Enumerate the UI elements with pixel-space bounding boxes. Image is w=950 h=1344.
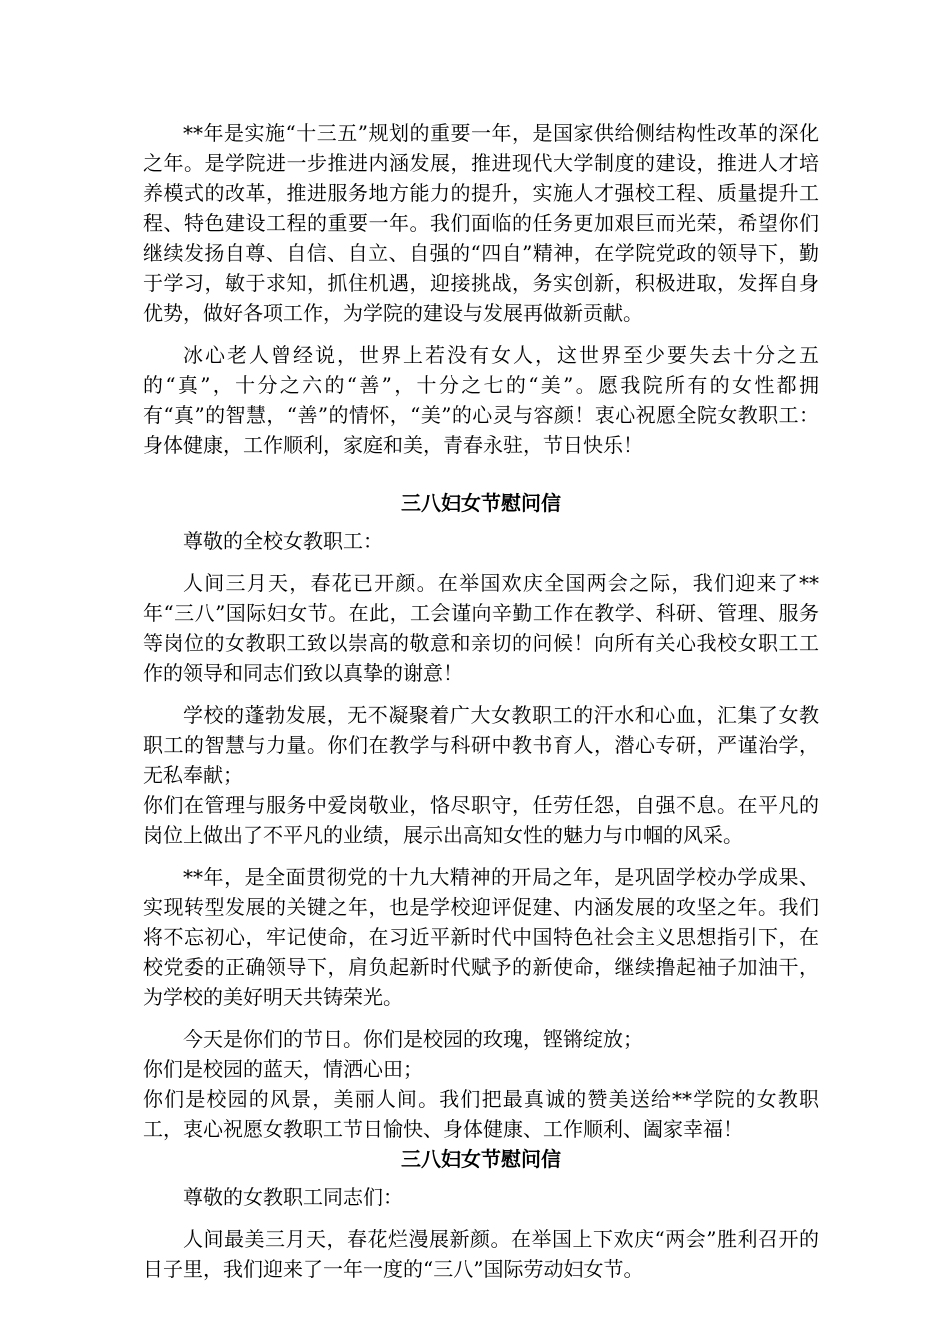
paragraph: 人间最美三月天，春花烂漫展新颜。在举国上下欢庆“两会”胜利召开的日子里，我们迎来了一年一度的“三八”国际劳动妇女节。 (143, 1227, 819, 1281)
section-title: 三八妇女节慰问信 (401, 491, 561, 515)
paragraph: **年，是全面贯彻党的十九大精神的开局之年，是巩固学校办学成果、实现转型发展的关键之年，也是学校迎评促建、内涵发展的攻坚之年。我们将不忘初心，牢记使命，在习近平新时代中国特色社会主义思想指引下，在校党委的正确领导下，肩负起新时代赋予的新使命，继续撸起袖子加油干，为学校的美好明天共铸荣光。 (143, 865, 819, 1009)
salutation: 尊敬的女教职工同志们： (183, 1185, 403, 1209)
paragraph: 学校的蓬勃发展，无不凝聚着广大女教职工的汗水和心血，汇集了女教职工的智慧与力量。你们在教学与科研中教书育人，潜心专研，严谨治学，无私奉献； (143, 703, 819, 787)
paragraph: 今天是你们的节日。你们是校园的玫瑰，铿锵绽放； (183, 1027, 643, 1051)
paragraph: **年是实施“十三五”规划的重要一年，是国家供给侧结构性改革的深化之年。是学院进一步推进内涵发展，推进现代大学制度的建设，推进人才培养模式的改革，推进服务地方能力的提升，实施人才强校工程、质量提升工程、特色建设工程的重要一年。我们面临的任务更加艰巨而光荣，希望你们继续发扬自尊、自信、自立、自强的“四自”精神，在学院党政的领导下，勤于学习，敏于求知，抓住机遇，迎接挑战，务实创新，积极进取，发挥自身优势，做好各项工作，为学院的建设与发展再做新贡献。 (143, 121, 819, 325)
document-page (143, 118, 819, 1284)
paragraph-continuation: 你们是校园的风景，美丽人间。我们把最真诚的赞美送给**学院的女教职工，衷心祝愿女教职工节日愉快、身体健康、工作顺利、阖家幸福！ (143, 1087, 819, 1141)
paragraph-continuation: 你们是校园的蓝天，情洒心田； (143, 1057, 423, 1081)
paragraph: 冰心老人曾经说，世界上若没有女人，这世界至少要失去十分之五的“真”，十分之六的“善”，十分之七的“美”。愿我院所有的女性都拥有“真”的智慧，“善”的情怀，“美”的心灵与容颜！衷心祝愿全院女教职工：身体健康，工作顺利，家庭和美，青春永驻，节日快乐！ (143, 343, 819, 457)
paragraph: 人间三月天，春花已开颜。在举国欢庆全国两会之际，我们迎来了**年“三八”国际妇女节。在此，工会谨向辛勤工作在教学、科研、管理、服务等岗位的女教职工致以崇高的敬意和亲切的问候！向所有关心我校女职工工作的领导和同志们致以真挚的谢意！ (143, 571, 819, 685)
salutation: 尊敬的全校女教职工： (183, 529, 383, 553)
section-title: 三八妇女节慰问信 (401, 1147, 561, 1171)
paragraph-continuation: 你们在管理与服务中爱岗敬业，恪尽职守，任劳任怨，自强不息。在平凡的岗位上做出了不平凡的业绩，展示出高知女性的魅力与巾帼的风采。 (143, 793, 819, 847)
